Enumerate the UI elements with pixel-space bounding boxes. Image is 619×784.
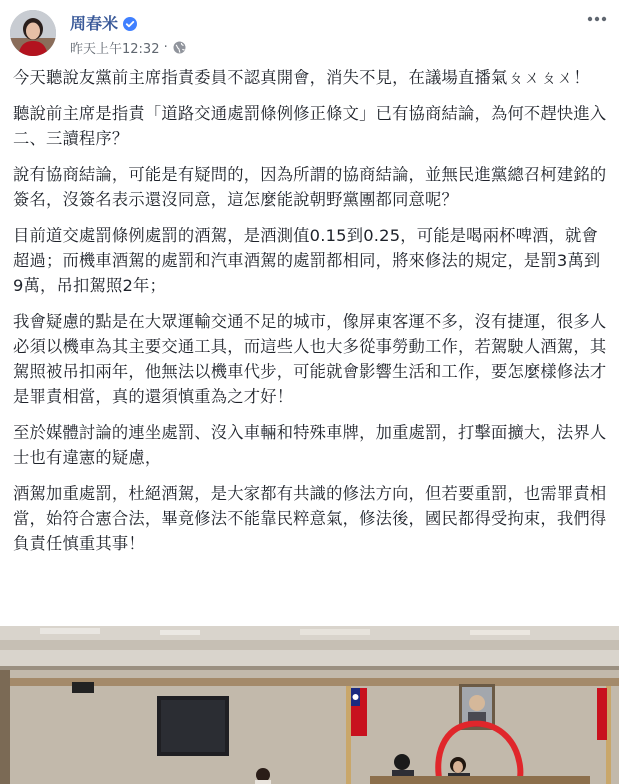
post-body bbox=[13, 65, 609, 567]
separator-dot: · bbox=[159, 40, 168, 55]
post-paragraph: 說有協商結論，可能是有疑問的，因為所謂的協商結論，並無民進黨總召柯建銘的簽名，沒簽名表示還沒同意，這怎麼能說朝野黨團都同意呢？ bbox=[13, 165, 607, 209]
author-avatar[interactable] bbox=[10, 10, 56, 56]
verified-badge-icon bbox=[123, 16, 137, 30]
post-paragraph: 今天聽說友黨前主席指責委員不認真開會，消失不見，在議場直播氣ㄆㄨㄆㄨ！ bbox=[13, 68, 590, 87]
author-name[interactable]: 周春米 bbox=[70, 14, 119, 33]
post-paragraph: 目前道交處罰條例處罰的酒駕，是酒測值0.15到0.25，可能是喝兩杯啤酒，就會超過；而機車酒駕的處罰和汽車酒駕的處罰都相同，將來修法的規定，是罰3萬到9萬，吊扣駕照2年； bbox=[13, 226, 601, 295]
post-timestamp[interactable]: 昨天上午12:32 bbox=[70, 42, 160, 57]
post-paragraph: 聽說前主席是指責「道路交通處罰條例修正條文」已有協商結論，為何不趕快進入二、三讀程序？ bbox=[13, 104, 607, 148]
post-photo[interactable] bbox=[0, 626, 619, 784]
post-header bbox=[0, 0, 619, 62]
post-meta bbox=[70, 38, 186, 57]
more-options-icon[interactable] bbox=[585, 11, 609, 27]
author-name-row bbox=[70, 11, 137, 34]
globe-icon[interactable] bbox=[173, 41, 186, 54]
post-paragraph: 至於媒體討論的連坐處罰、沒入車輛和特殊車牌，加重處罰，打擊面擴大，法界人士也有違憲的疑慮， bbox=[13, 423, 607, 467]
post-paragraph: 酒駕加重處罰，杜絕酒駕，是大家都有共識的修法方向，但若要重罰，也需罪責相當，始符合憲合法，畢竟修法不能靠民粹意氣，修法後，國民都得受拘束，我們得負責任慎重其事！ bbox=[13, 484, 607, 553]
post-paragraph: 我會疑慮的點是在大眾運輸交通不足的城市，像屏東客運不多，沒有捷運，很多人必須以機車為其主要交通工具，而這些人也大多從事勞動工作，若駕駛人酒駕，其駕照被吊扣兩年，他無法以機車代步，可能就會影響生活和工作，要怎麼樣修法才是罪責相當，真的還須慎重為之才好！ bbox=[13, 312, 607, 406]
